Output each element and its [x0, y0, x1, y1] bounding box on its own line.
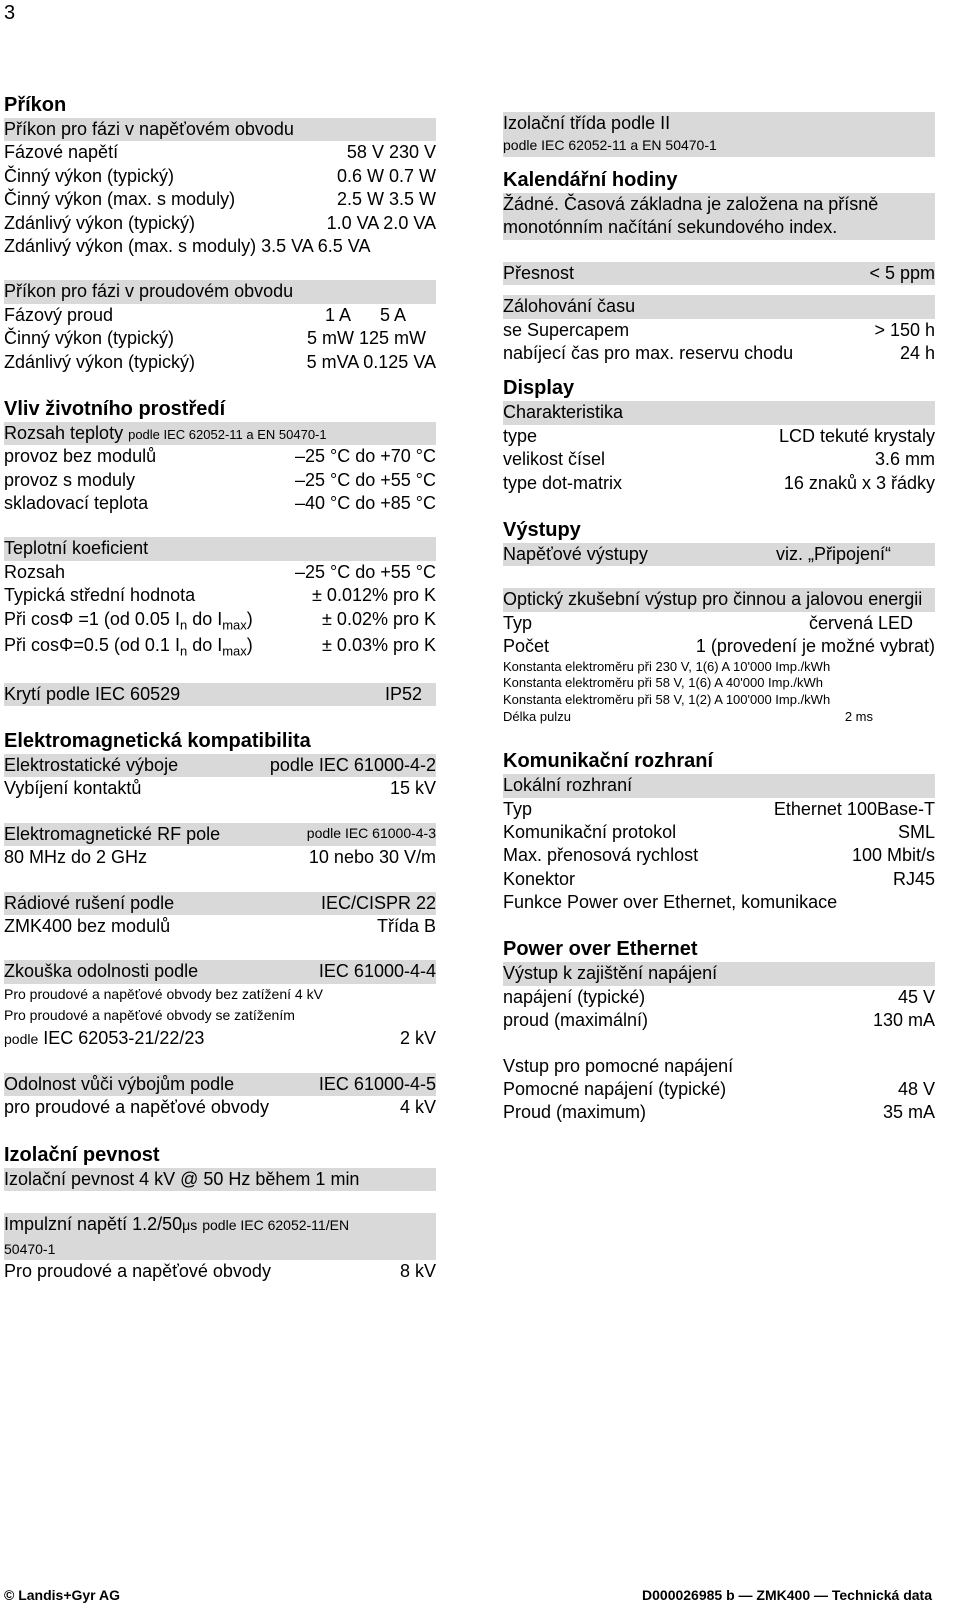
spec-row	[503, 844, 935, 867]
spec-row	[503, 448, 935, 471]
spec-label: Délka pulzu	[503, 709, 571, 725]
section-title-izolacni-pevnost: Izolační pevnost	[4, 1143, 160, 1166]
zkouska-row	[4, 960, 436, 983]
spec-value: 0.6 W 0.7 W	[336, 165, 436, 186]
spec-value: 45 V	[897, 986, 935, 1007]
spec-line: Funkce Power over Ethernet, komunikace	[503, 892, 838, 913]
spec-label: provoz bez modulů	[4, 446, 157, 467]
hodiny-text	[503, 193, 935, 240]
charakteristika-header: Charakteristika	[503, 401, 935, 424]
spec-row	[4, 141, 436, 164]
spec-label	[4, 1027, 204, 1051]
spec-label: pro proudové a napěťové obvody	[4, 1097, 269, 1118]
spec-value: IEC 61000-4-4	[318, 961, 436, 982]
spec-line: Konstanta elektroměru při 58 V, 1(6) A 40'000 Imp./kWh	[503, 675, 823, 691]
spec-value: podle IEC 61000-4-3	[306, 824, 436, 841]
spec-label: Pro proudové a napěťové obvody	[4, 1261, 271, 1282]
spec-label: velikost čísel	[503, 449, 606, 470]
radio-row	[4, 892, 436, 915]
esd-row	[4, 754, 436, 777]
poe-header: Výstup k zajištění napájení	[503, 962, 935, 985]
spec-row	[503, 1078, 935, 1101]
spec-line: Pro proudové a napěťové obvody se zatížením	[4, 1007, 295, 1024]
napetove-row	[503, 543, 935, 566]
teplotni-header: Teplotní koeficient	[4, 537, 436, 560]
spec-row	[4, 608, 436, 634]
izol-trida-header	[503, 112, 935, 157]
spec-line: Konstanta elektroměru při 230 V, 1(6) A 10'000 Imp./kWh	[503, 658, 831, 674]
header-unit: μs	[182, 1216, 198, 1233]
spec-label: Činný výkon (typický)	[4, 328, 175, 349]
spec-row	[4, 304, 436, 327]
label-part: do I	[187, 608, 223, 629]
spec-row	[4, 327, 436, 350]
spec-label: Konektor	[503, 868, 576, 889]
label-part: IEC 62053-21/22/23	[43, 1028, 205, 1049]
spec-row	[503, 612, 935, 635]
footer-copyright: © Landis+Gyr AG	[4, 1587, 120, 1603]
spec-label: provoz s moduly	[4, 469, 136, 490]
spec-value: 1 A 5 A	[324, 304, 406, 325]
spec-value: 1.0 VA 2.0 VA	[326, 212, 436, 233]
spec-label: Počet	[503, 636, 550, 657]
spec-value: 1 (provedení je možné vybrat)	[695, 636, 935, 657]
spec-row	[4, 634, 436, 660]
spec-row	[503, 1101, 935, 1124]
label-part: )	[246, 608, 253, 629]
spec-label: Zdánlivý výkon (typický)	[4, 351, 196, 372]
spec-row	[4, 212, 436, 235]
section-title-vliv: Vliv životního prostředí	[4, 397, 226, 420]
spec-label: Fázový proud	[4, 304, 114, 325]
spec-row	[4, 165, 436, 188]
spec-label: Max. přenosová rychlost	[503, 845, 699, 866]
spec-value: –40 °C do +85 °C	[295, 493, 436, 514]
label-part: do I	[187, 635, 223, 656]
spec-value: LCD tekuté krystaly	[778, 425, 935, 446]
spec-label: Fázové napětí	[4, 142, 119, 163]
spec-value: viz. „Připojení“	[775, 543, 891, 564]
spec-value: Ethernet 100Base-T	[773, 798, 935, 819]
presnost-row	[503, 262, 935, 285]
rozsah-teploty-header	[4, 422, 436, 445]
spec-value: 16 znaků x 3 řádky	[783, 472, 935, 493]
spec-label: Proud (maximum)	[503, 1102, 647, 1123]
spec-label: nabíjecí čas pro max. reservu chodu	[503, 343, 794, 364]
spec-row	[4, 1027, 436, 1051]
section-title-poe: Power over Ethernet	[503, 938, 698, 961]
spec-row	[4, 188, 436, 211]
spec-value: ± 0.02% pro K	[322, 608, 436, 629]
header-label: Impulzní napětí 1.2/50	[4, 1213, 183, 1234]
spec-label: Zkouška odolnosti podle	[4, 961, 199, 982]
spec-value: –25 °C do +70 °C	[295, 446, 436, 467]
spec-label: Odolnost vůči výbojům podle	[4, 1073, 235, 1094]
spec-row	[4, 445, 436, 468]
spec-label: Typ	[503, 612, 533, 633]
subscript: n	[179, 617, 188, 633]
spec-row	[503, 868, 935, 891]
spec-line: Pro proudové a napěťové obvody bez zatížení 4 kV	[4, 985, 323, 1002]
spec-value: SML	[897, 821, 935, 842]
spec-value: červená LED	[808, 612, 913, 633]
prikon-napeti-header: Příkon pro fázi v napěťovém obvodu	[4, 118, 436, 141]
spec-value: 58 V 230 V	[346, 142, 436, 163]
spec-label: type dot-matrix	[503, 472, 623, 493]
spec-value: ± 0.03% pro K	[322, 635, 436, 656]
left-column	[4, 92, 436, 1284]
spec-value: ± 0.012% pro K	[312, 585, 436, 606]
spec-label	[4, 634, 253, 660]
spec-value: –25 °C do +55 °C	[295, 561, 436, 582]
spec-label: Krytí podle IEC 60529	[4, 683, 181, 704]
spec-value: 8 kV	[399, 1261, 436, 1282]
spec-row	[503, 635, 935, 658]
spec-label: skladovací teplota	[4, 493, 149, 514]
spec-value: RJ45	[892, 868, 935, 889]
spec-value: 130 mA	[872, 1010, 935, 1031]
spec-value: 4 kV	[399, 1097, 436, 1118]
spec-value: podle IEC 61000-4-2	[269, 755, 436, 775]
section-title-prikon: Příkon	[4, 94, 67, 116]
spec-row	[503, 986, 935, 1009]
spec-label: Komunikační protokol	[503, 821, 677, 842]
spec-row	[503, 319, 935, 342]
spec-value: 35 mA	[882, 1102, 935, 1123]
spec-row	[503, 472, 935, 495]
spec-value: 2.5 W 3.5 W	[336, 189, 436, 210]
header-norm: 50470-1	[4, 1240, 56, 1257]
spec-value: 24 h	[899, 343, 935, 364]
spec-label: Rádiové rušení podle	[4, 892, 175, 913]
spec-value: IEC/CISPR 22	[320, 892, 436, 913]
spec-label: Činný výkon (typický)	[4, 165, 175, 186]
spec-label: ZMK400 bez modulů	[4, 915, 171, 936]
spec-value: > 150 h	[874, 319, 935, 340]
spec-label: proud (maximální)	[503, 1010, 649, 1031]
spec-label: Typ	[503, 798, 533, 819]
spec-label: 80 MHz do 2 GHz	[4, 847, 148, 868]
header-norm: podle IEC 62052-11 a EN 50470-1	[128, 426, 327, 442]
subscript: n	[179, 643, 188, 659]
spec-row	[4, 1096, 436, 1119]
odolnost-row	[4, 1073, 436, 1096]
spec-label: Pomocné napájení (typické)	[503, 1079, 727, 1100]
section-title-display: Display	[503, 377, 575, 400]
izol-pevnost-line: Izolační pevnost 4 kV @ 50 Hz během 1 min	[4, 1168, 436, 1191]
spec-label: Zdánlivý výkon (typický)	[4, 212, 196, 233]
spec-row	[503, 1009, 935, 1032]
footer-document-id: D000026985 b — ZMK400 — Technická data	[642, 1587, 932, 1603]
spec-value: IEC 61000-4-5	[318, 1073, 436, 1094]
section-title-hodiny: Kalendářní hodiny	[503, 169, 678, 192]
text-line: Žádné. Časová základna je založena na přísně	[503, 194, 879, 215]
zalohovani-header: Zálohování času	[503, 295, 935, 318]
spec-row	[503, 342, 935, 365]
spec-row	[4, 777, 436, 800]
spec-row	[4, 915, 436, 938]
label-part: podle	[4, 1031, 39, 1048]
spec-label: Elektromagnetické RF pole	[4, 823, 221, 844]
spec-row	[4, 469, 436, 492]
prikon-proud-header: Příkon pro fázi v proudovém obvodu	[4, 280, 436, 303]
lokalni-header: Lokální rozhraní	[503, 774, 935, 797]
section-title-emc: Elektromagnetická kompatibilita	[4, 730, 311, 752]
spec-line: Vstup pro pomocné napájení	[503, 1055, 734, 1076]
header-label: Rozsah teploty	[4, 422, 124, 443]
spec-line: Zdánlivý výkon (max. s moduly) 3.5 VA 6.5 VA	[4, 235, 371, 256]
spec-row	[503, 425, 935, 448]
spec-label: Přesnost	[503, 262, 575, 283]
spec-row	[4, 561, 436, 584]
spec-row	[4, 1260, 436, 1283]
spec-value: 5 mVA 0.125 VA	[306, 351, 436, 372]
spec-value: –25 °C do +55 °C	[295, 469, 436, 490]
spec-value: 15 kV	[389, 778, 436, 799]
page-footer	[4, 1586, 932, 1604]
text-line: monotónním načítání sekundového index.	[503, 217, 838, 238]
spec-value: 3.6 mm	[874, 449, 935, 470]
spec-line: Konstanta elektroměru při 58 V, 1(2) A 100'000 Imp./kWh	[503, 692, 831, 708]
kryti-row	[4, 683, 436, 706]
spec-value: 2 kV	[399, 1028, 436, 1049]
spec-value: IP52	[384, 683, 422, 704]
section-title-komunikacni: Komunikační rozhraní	[503, 750, 714, 773]
subscript: max	[222, 643, 247, 659]
section-title-vystupy: Výstupy	[503, 518, 581, 541]
spec-row	[503, 821, 935, 844]
label-part: )	[246, 635, 253, 656]
header-norm: podle IEC 62052-11 a EN 50470-1	[503, 137, 717, 154]
spec-row	[503, 709, 935, 726]
spec-value: < 5 ppm	[869, 262, 935, 283]
header-norm: podle IEC 62052-11/EN	[202, 1216, 350, 1233]
spec-value: 10 nebo 30 V/m	[308, 847, 436, 868]
label-part: Při cosΦ =1 (od 0.05 I	[4, 608, 180, 629]
spec-row	[4, 584, 436, 607]
spec-label: Elektrostatické výboje	[4, 755, 179, 775]
rf-row	[4, 823, 436, 846]
right-column	[503, 112, 935, 1125]
impulz-header	[4, 1213, 436, 1260]
spec-value: 2 ms	[844, 709, 873, 725]
spec-row	[4, 492, 436, 515]
spec-label: Činný výkon (max. s moduly)	[4, 189, 236, 210]
subscript: max	[222, 617, 247, 633]
spec-label: napájení (typické)	[503, 986, 646, 1007]
spec-label: se Supercapem	[503, 319, 630, 340]
spec-value: Třída B	[376, 915, 436, 936]
spec-value: 100 Mbit/s	[851, 845, 935, 866]
spec-row	[4, 351, 436, 374]
opticky-header: Optický zkušební výstup pro činnou a jalovou energii	[503, 588, 935, 611]
header-label: Izolační třída podle II	[503, 113, 671, 133]
spec-label: Vybíjení kontaktů	[4, 778, 142, 799]
spec-label: Napěťové výstupy	[503, 543, 648, 564]
spec-label: type	[503, 425, 538, 446]
page-number: 3	[4, 2, 16, 24]
spec-value: 48 V	[897, 1079, 935, 1100]
spec-label: Typická střední hodnota	[4, 585, 196, 606]
spec-row	[4, 846, 436, 869]
spec-label	[4, 608, 253, 634]
spec-row	[503, 798, 935, 821]
label-part: Při cosΦ=0.5 (od 0.1 I	[4, 635, 180, 656]
spec-label: Rozsah	[4, 561, 66, 582]
spec-value: 5 mW 125 mW	[306, 328, 426, 349]
